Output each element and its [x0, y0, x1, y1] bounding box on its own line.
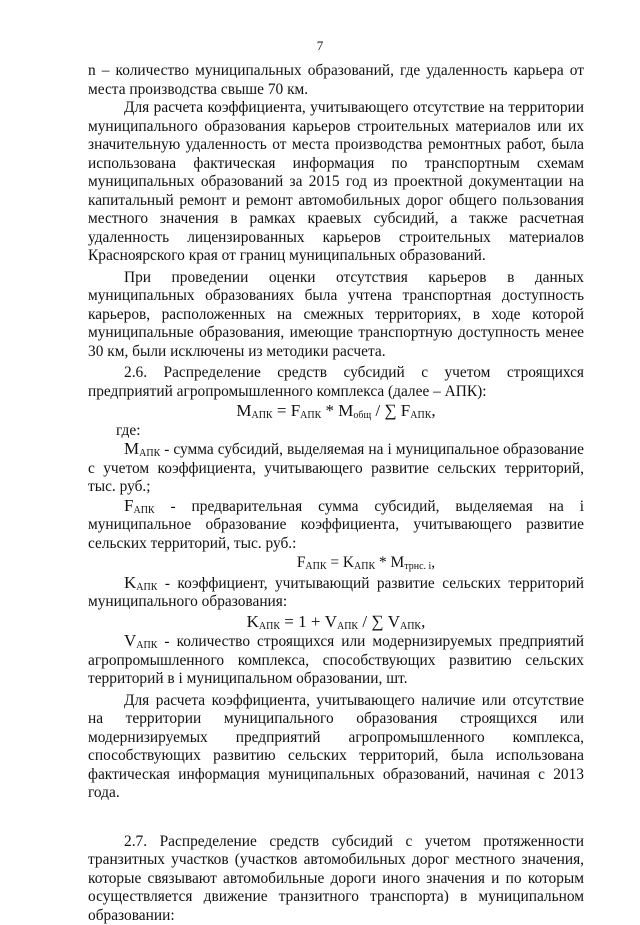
paragraph-apk-coefficient: Для расчета коэффициента, учитывающего наличие или отсутствие на территории муниципального образования строящихся или модернизируемых предприятий агропромышленного комплекса, способствующих развитию сельских территорий, была использована фактическая информация муниципальных образований, начиная с 2013 года. [88, 692, 584, 803]
paragraph-quarry-assessment: При проведении оценки отсутствия карьеров в данных муниципальных образованиях была учтена транспортная доступность карьеров, расположенных на смежных территориях, в ходе которой муниципальные образования, имеющие транспортную доступность менее 30 км, были исключены из методики расчета. [88, 269, 584, 362]
spacer [88, 803, 584, 833]
formula-k-apk: $K_{АПК} = 1 + V_{АПК}$ / ∑ $V_{АПК}$, [88, 613, 584, 632]
formula-f-apk: $F_{АПК} = K_{АПК} * M_{трнс. i}$, [88, 554, 584, 573]
paragraph-quarry-coefficient: Для расчета коэффициента, учитывающего отсутствие на территории муниципального образования карьеров строительных материалов или их значительную удаленность от места производства ремонтных работ, была использована фактическая информация по транспортным схемам муниципальных образований за 2015 год из проектной документации на капитальный ремонт и ремонт автомобильных дорог общего пользования местного значения в рамках краевых субсидий, а также расчетная удаленность лицензированных карьеров строительных материалов Красноярского края от границ муниципальных образований. [88, 99, 584, 266]
where-label: где: [88, 422, 584, 441]
section-2-6-heading: 2.6. Распределение средств субсидий с учетом строящихся предприятий агропромышленного комплекса (далее – АПК): [88, 364, 584, 401]
formula-m-apk: $M_{АПК} = F_{АПК} * M_{общ}$ / ∑ $F_{АПК}$, [88, 402, 584, 421]
paragraph-n-definition: n – количество муниципальных образований, где удаленность карьера от места производства свыше 70 км. [88, 62, 584, 99]
document-body [88, 62, 584, 925]
section-2-7-heading: 2.7. Распределение средств субсидий с учетом протяженности транзитных участков (участков автомобильных дорог местного значения, которые связывают автомобильные дороги иного значения и по которым осуществляется движение транзитного транспорта) в муниципальном образовании: [88, 833, 584, 925]
definition-m-apk: $M_{АПК}$ - сумма субсидий, выделяемая на i муниципальное образование с учетом коэффициента, учитывающего развитие сельских территорий, тыс. руб.; [88, 440, 584, 497]
definition-k-apk: $K_{АПК}$ - коэффициент, учитывающий развитие сельских территорий муниципального образования: [88, 574, 584, 612]
definition-v-apk: $V_{АПК}$ - количество строящихся или модернизируемых предприятий агропромышленного комплекса, способствующих развитию сельских территорий в i муниципальном образовании, шт. [88, 632, 584, 689]
definition-f-apk: $F_{АПК}$ - предварительная сумма субсидий, выделяемая на i муниципальное образование коэффициента, учитывающего развитие сельских территорий, тыс. руб.: [88, 497, 584, 554]
page-number: 7 [0, 38, 640, 54]
